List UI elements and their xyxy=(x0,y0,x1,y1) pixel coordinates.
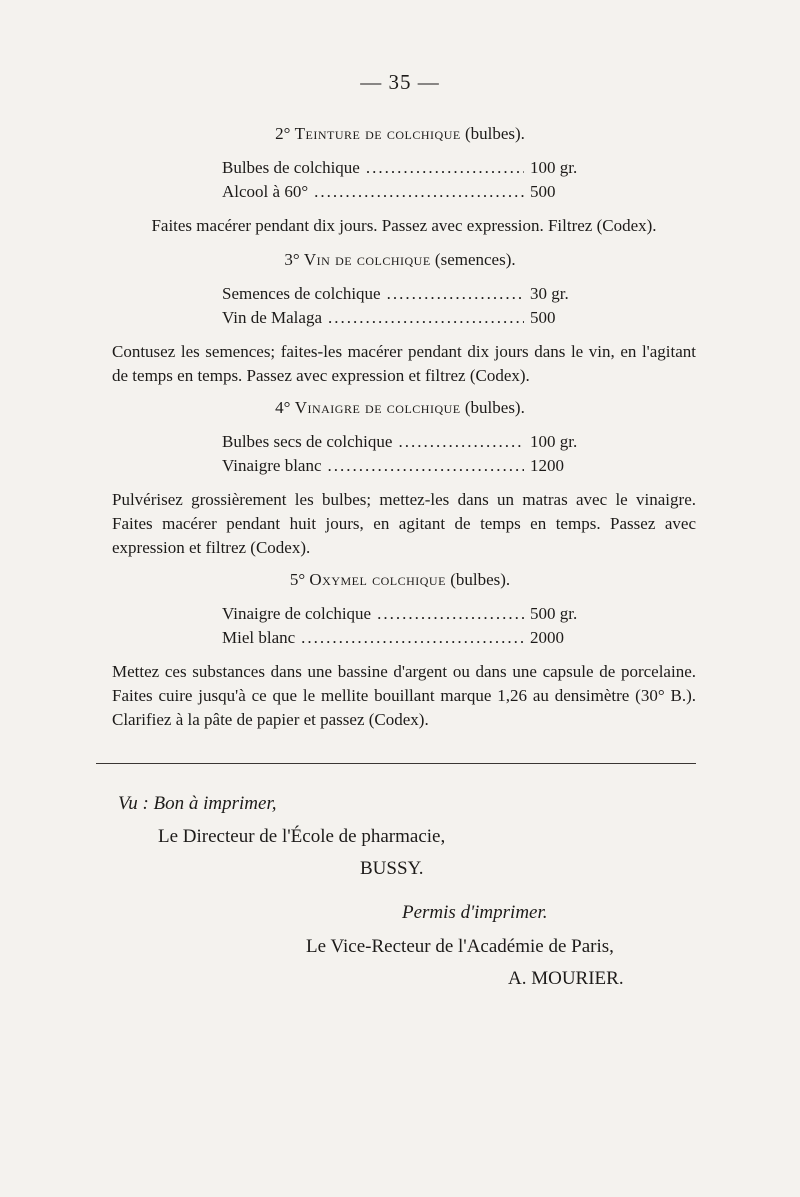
director-name: BUSSY. xyxy=(360,858,424,879)
ingredient-row xyxy=(222,284,602,308)
ingredient-quantity: 100 gr. xyxy=(530,158,578,177)
heading-qualifier: (bulbes). xyxy=(464,124,525,143)
heading-number: 4° xyxy=(275,398,291,417)
leader-dots xyxy=(314,182,524,202)
ingredient-quantity: 1200 xyxy=(530,456,564,475)
heading-title: Vin de colchique xyxy=(303,250,431,269)
ingredient-row xyxy=(222,604,602,628)
leader-dots xyxy=(301,628,524,648)
page-number: — 35 — xyxy=(360,70,440,94)
instruction-paragraph: Contusez les semences; faites-les macérer pendant dix jours dans le vin, en l'agitant de temps en temps. Passez avec expression et filtrez (Codex). xyxy=(112,342,696,385)
ingredient-name: Vinaigre de colchique xyxy=(222,604,372,623)
section-heading-4 xyxy=(0,398,800,418)
ingredient-quantity: 100 gr. xyxy=(530,432,578,451)
leader-dots xyxy=(366,158,524,178)
permis-imprimer: Permis d'imprimer. xyxy=(402,902,548,923)
leader-dots xyxy=(328,308,524,328)
ingredient-name: Vin de Malaga xyxy=(222,308,322,327)
rector-title: Le Vice-Recteur de l'Académie de Paris, xyxy=(306,936,614,957)
heading-title: Vinaigre de colchique xyxy=(294,398,461,417)
section-heading-3 xyxy=(0,250,800,270)
heading-qualifier: (semences). xyxy=(434,250,516,269)
instruction-paragraph: Faites macérer pendant dix jours. Passez avec expression. Filtrez (Codex). xyxy=(151,216,657,235)
ingredient-name: Bulbes de colchique xyxy=(222,158,360,177)
ingredient-quantity: 2000 xyxy=(530,628,564,647)
ingredient-row xyxy=(222,432,602,456)
ingredient-row xyxy=(222,628,602,652)
rector-name: A. MOURIER. xyxy=(508,968,624,989)
ingredient-row xyxy=(222,308,602,332)
ingredient-name: Vinaigre blanc xyxy=(222,456,322,475)
heading-title: Teinture de colchique xyxy=(294,124,461,143)
instruction-paragraph: Mettez ces substances dans une bassine d'argent ou dans une capsule de porcelaine. Faites cuire jusqu'à ce que le mellite bouillant marque 1,26 au densimètre (30° B.). Clarifiez à la pâte de papier et passez (Codex). xyxy=(112,662,696,729)
ingredient-quantity: 500 gr. xyxy=(530,604,578,623)
ingredient-row xyxy=(222,158,602,182)
section-heading-5 xyxy=(0,570,800,590)
ingredient-name: Miel blanc xyxy=(222,628,296,647)
heading-number: 3° xyxy=(284,250,300,269)
ingredient-quantity: 500 xyxy=(530,308,556,327)
heading-qualifier: (bulbes). xyxy=(464,398,525,417)
heading-number: 2° xyxy=(275,124,291,143)
leader-dots xyxy=(387,284,524,304)
section-heading-2 xyxy=(0,124,800,144)
ingredient-name: Semences de colchique xyxy=(222,284,381,303)
ingredient-row xyxy=(222,182,602,206)
heading-title: Oxymel colchique xyxy=(309,570,446,589)
leader-dots xyxy=(328,456,524,476)
approval-vu-line: Vu : Bon à imprimer, xyxy=(118,793,277,814)
ingredient-quantity: 500 xyxy=(530,182,556,201)
ingredient-quantity: 30 gr. xyxy=(530,284,569,303)
heading-number: 5° xyxy=(289,570,306,589)
heading-qualifier: (bulbes). xyxy=(450,570,511,589)
leader-dots xyxy=(398,432,524,452)
horizontal-rule xyxy=(96,763,696,764)
director-title: Le Directeur de l'École de pharmacie, xyxy=(158,826,446,847)
ingredient-name: Bulbes secs de colchique xyxy=(222,432,393,451)
instruction-paragraph: Pulvérisez grossièrement les bulbes; mettez-les dans un matras avec le vinaigre. Faites macérer pendant huit jours, en agitant de temps en temps. Passez avec expression et filtrez (Codex). xyxy=(112,490,696,557)
ingredient-name: Alcool à 60° xyxy=(222,182,309,201)
ingredient-row xyxy=(222,456,602,480)
leader-dots xyxy=(377,604,524,624)
